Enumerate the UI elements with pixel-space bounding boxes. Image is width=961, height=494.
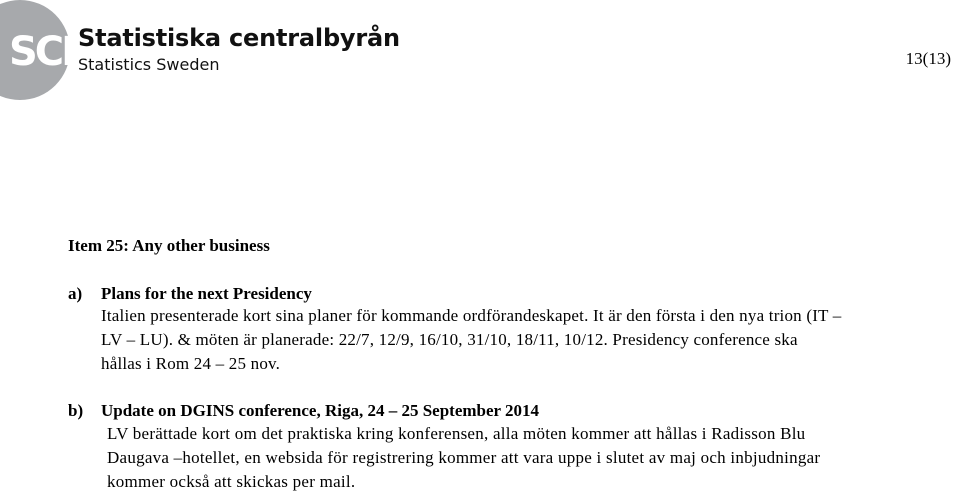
section-b-title: Update on DGINS conference, Riga, 24 – 25 September 2014 bbox=[101, 401, 540, 420]
scb-logo-mark bbox=[0, 0, 89, 100]
section-a-line: Italien presenterade kort sina planer för kommande ordförandeskapet. It är den första i den nya trion (IT – bbox=[101, 306, 842, 325]
section-a-body bbox=[101, 304, 961, 376]
scb-logo bbox=[0, 0, 420, 100]
section-b-line: kommer också att skickas per mail. bbox=[107, 472, 356, 491]
section-b-label: b) bbox=[68, 401, 84, 420]
section-b-line: Daugava –hotellet, en websida för registrering kommer att vara uppe i slutet av maj och inbjudningar bbox=[107, 448, 821, 467]
section-b-line: LV berättade kort om det praktiska kring konferensen, alla möten kommer att hållas i Radisson Blu bbox=[107, 424, 806, 443]
section-a-label: a) bbox=[68, 284, 83, 303]
logo-subtitle: Statistics Sweden bbox=[78, 55, 220, 74]
scb-logo-mark-text: SCB bbox=[9, 29, 89, 75]
section-b-body bbox=[107, 422, 957, 494]
section-a-line: LV – LU). & möten är planerade: 22/7, 12/9, 16/10, 31/10, 18/11, 10/12. Presidency conference ska bbox=[101, 330, 798, 349]
item-heading: Item 25: Any other business bbox=[68, 236, 270, 255]
section-a-line: hållas i Rom 24 – 25 nov. bbox=[101, 354, 281, 373]
page-number: 13(13) bbox=[905, 49, 951, 68]
section-a-title: Plans for the next Presidency bbox=[101, 284, 312, 303]
logo-title: Statistiska centralbyrån bbox=[78, 24, 400, 52]
